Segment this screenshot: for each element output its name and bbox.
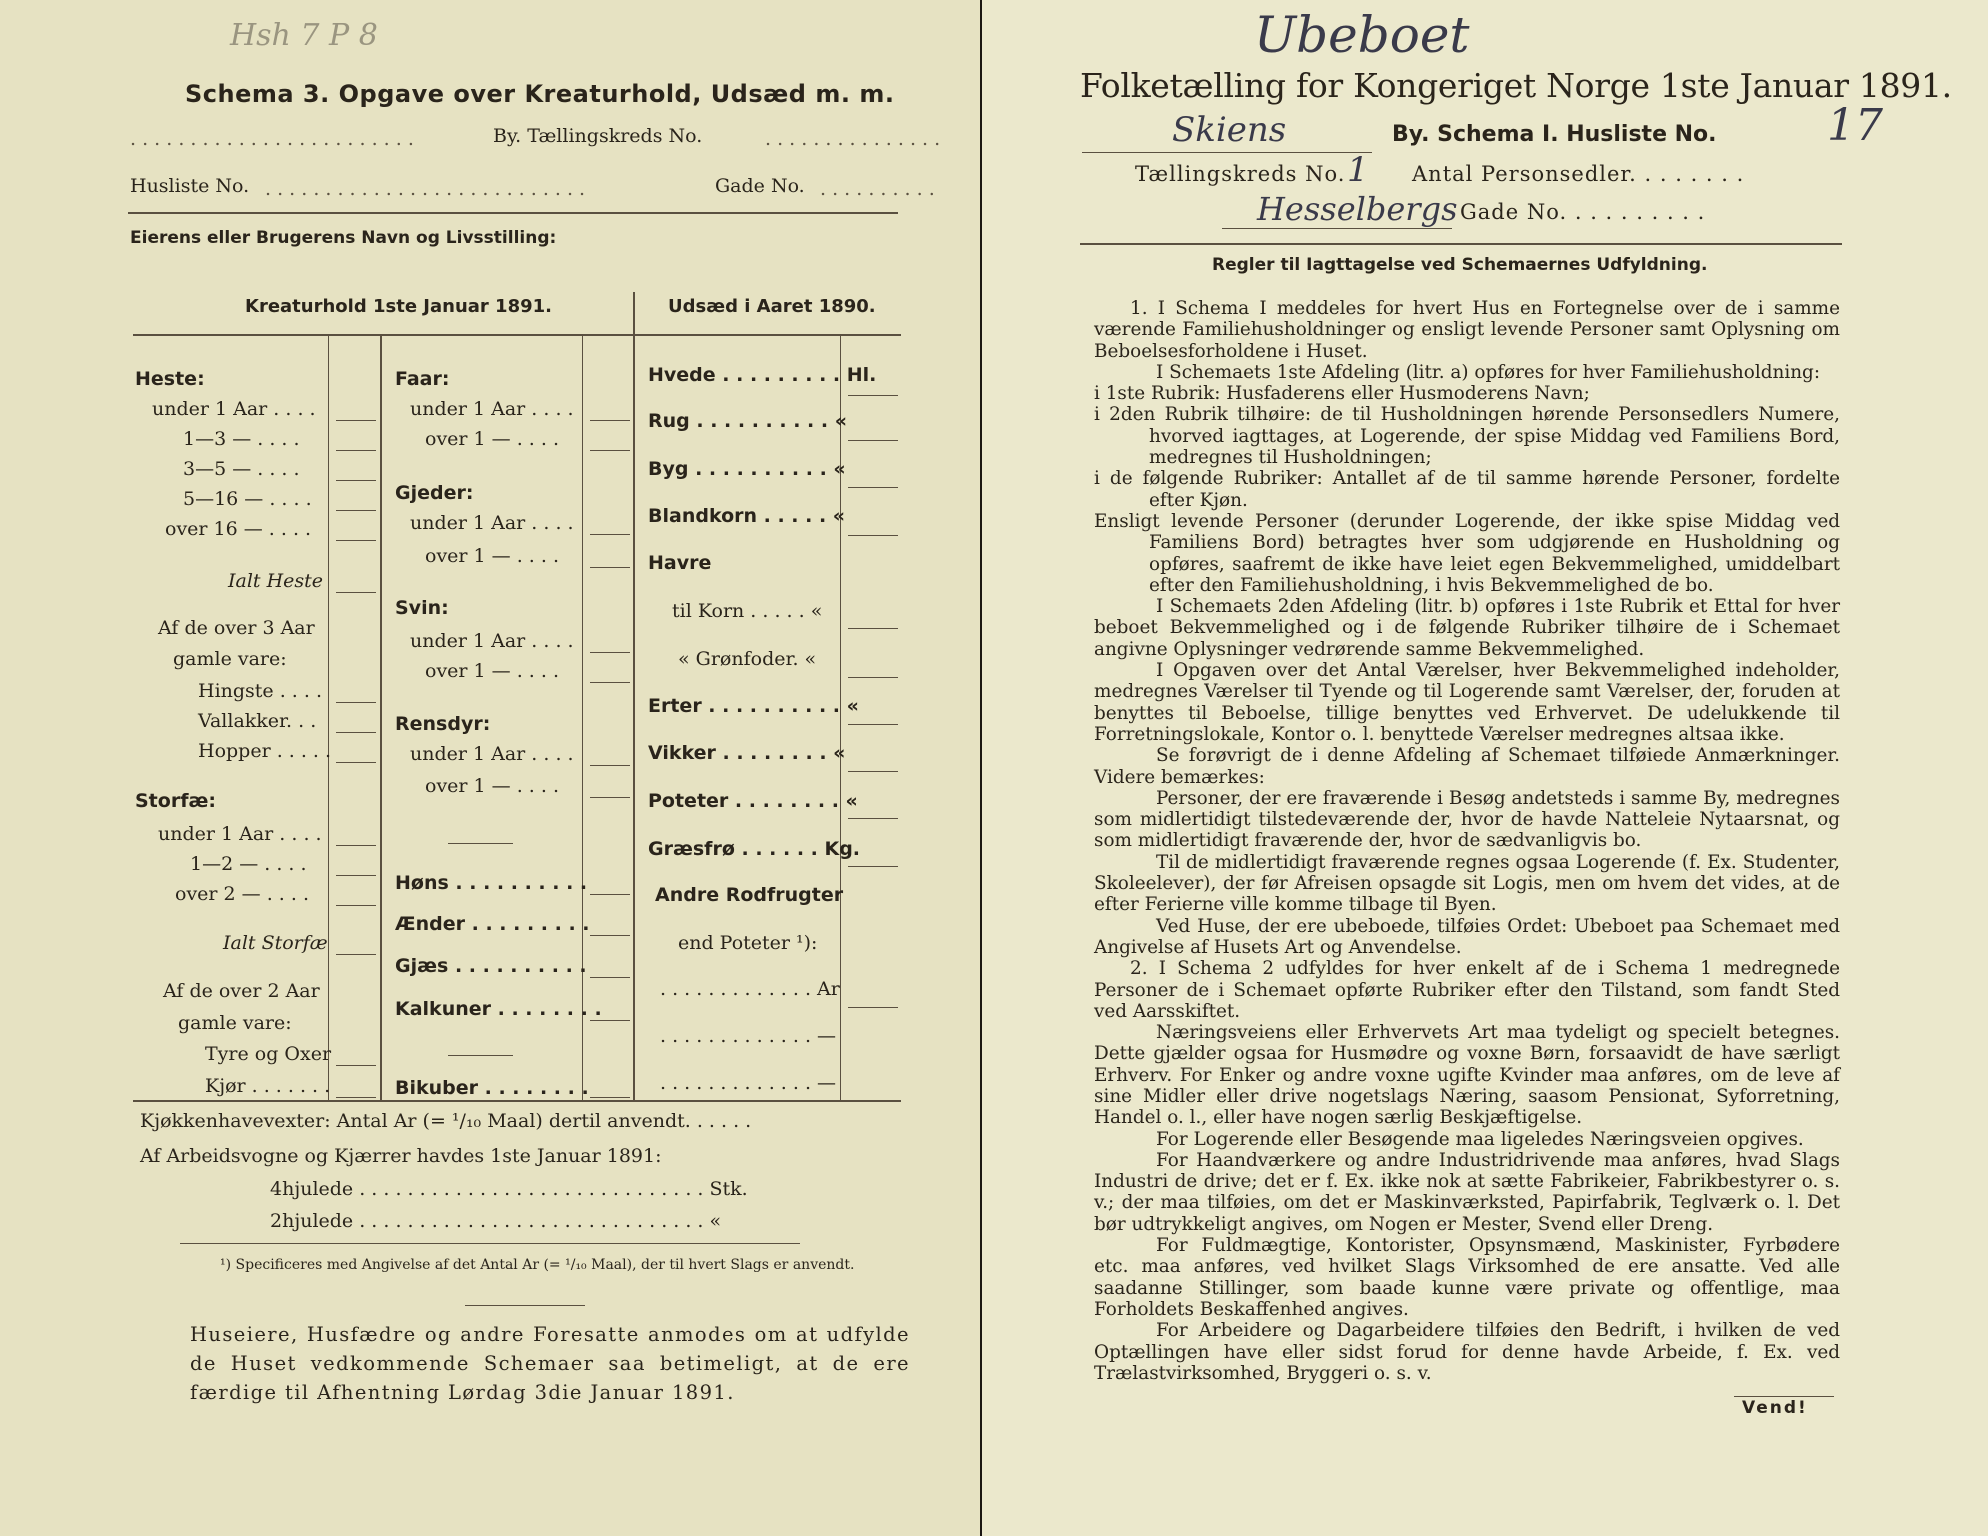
value-line [336,540,376,541]
value-line [848,440,898,441]
heste-heading: Heste: [135,368,205,390]
value-line [848,724,898,725]
value-line [336,592,376,593]
value-line [336,510,376,511]
tyre-og-oxer: Tyre og Oxer [205,1043,332,1065]
rule-1k: Ved Huse, der ere ubeboede, tilføies Ordet: Ubeboet paa Schemaet med Angivelse af Husets Art og Anvendelse. [1094,915,1840,958]
arbeidsvogne: Af Arbeidsvogne og Kjærrer havdes 1ste Januar 1891: [140,1145,662,1167]
by-schema-label: By. Schema I. Husliste No. [1392,122,1717,147]
fire-hjulede: 4hjulede . . . . . . . . . . . . . . . . . . . . . . . . . . . . . Stk. [270,1178,748,1200]
value-line [590,1020,630,1021]
hopper: Hopper . . . . . [198,740,332,762]
header-rule [128,212,898,214]
rule-1i: Personer, der ere fraværende i Besøg andetsteds i samme By, medregnes som midlertidigt tilstedeværende der, hvor de havde Natteleie Nytaarsnat, og som midlertidigt fraværende der, hvor de sædvanligvis bo. [1094,787,1840,852]
vend-rule [1734,1396,1834,1397]
blank-row-line [448,843,513,844]
kjokkenhavevexter [140,1110,751,1132]
rule-1b: i 1ste Rubrik: Husfaderens eller Husmoderens Navn; [1094,383,1590,405]
ialt-storfae: Ialt Storfæ [223,932,328,954]
rule-1g: I Opgaven over det Antal Værelser, hver Bekvemmelighed indeholder, medregnes Værelser til Tyende og til Logerende samt Værelser, der, foruden at benyttes til Beboelse, tillige benyttes ved Erhvervet. De udelukkende til Forretningslokale, Kontor o. l. benyttede Værelser medregnes altsaa ikke. [1094,660,1840,745]
rug: Rug . . . . . . . . . . « [648,410,847,432]
byg: Byg . . . . . . . . . . « [648,458,846,480]
rule-1e: Ensligt levende Personer (derunder Logerende, der ikke spise Middag ved Familiens Bord) betragtes hver som udgjørende en Husholdning og opføres, saafremt de ikke have leiet egen Bekvemmelighed, umiddelbart efter den Familiehusholdning, i hvis Bekvemmelighed de bo. [1094,510,1840,596]
graesfro: Græsfrø . . . . . . Kg. [648,838,861,860]
af-de-over-3: Af de over 3 Aar [158,617,315,639]
value-line [848,771,898,772]
value-line [590,1097,630,1098]
gamle-vare-2: gamle vare: [178,1012,292,1034]
heste-row: 1—3 — . . . . [183,428,300,450]
vend-label: Vend! [1742,1398,1808,1418]
aender: Ænder . . . . . . . . . [395,913,590,935]
value-line [336,450,376,451]
schema3-title: Schema 3. Opgave over Kreaturhold, Udsæd m. m. [185,80,895,108]
value-line [590,977,630,978]
erter: Erter . . . . . . . . . . « [648,695,859,717]
udsaed-header: Udsæd i Aaret 1890. [668,296,876,317]
poteter: Poteter . . . . . . . . « [648,790,858,812]
bikuber: Bikuber . . . . . . . . [395,1077,589,1099]
kreatur-header: Kreaturhold 1ste Januar 1891. [245,296,552,317]
col1-value-right [380,335,382,1100]
handwritten-husliste-no: 17 [1827,100,1883,151]
col3-value-left [840,335,841,1100]
gade-label-right: Gade No. . . . . . . . . . [1460,200,1706,224]
antal-personsedler: Antal Personsedler. . . . . . . . [1412,162,1745,186]
handwritten-ubeboet: Ubeboet [1254,6,1470,64]
right-page-schema-1 [982,0,1988,1536]
value-line [590,682,630,683]
kjokken-text: Kjøkkenhavevexter: Antal Ar (= ¹/₁₀ Maal) dertil anvendt. . . . . . [140,1110,752,1132]
footnote-rule [180,1243,800,1244]
gade-dots: . . . . . . . . . . [820,178,935,200]
rule-2e: For Arbeidere og Dagarbeidere tilføies den Bedrift, i hvilken de ved Optællingen have eller sidst forud for denne havde Arbeide, f. Ex. ved Trælastvirksomhed, Bryggeri o. s. v. [1094,1320,1840,1384]
rensdyr-heading: Rensdyr: [395,713,491,735]
faar-row: over 1 — . . . . [425,428,559,450]
value-line [590,450,630,451]
husliste-dots: . . . . . . . . . . . . . . . . . . . . . . . . . . . [265,178,586,200]
table-top-rule [133,334,901,336]
blank-line: . . . . . . . . . . . . . — [660,1025,837,1047]
gjeder-row: over 1 — . . . . [425,545,559,567]
andre-rodfrugter: Andre Rodfrugter [655,884,844,906]
value-line [336,1097,376,1098]
street-line [1222,228,1452,229]
end-poteter: end Poteter ¹): [678,932,818,954]
faar-row: under 1 Aar . . . . [410,398,574,420]
kreatur-udsaed-divider [633,292,635,1100]
kjor: Kjør . . . . . . . [205,1075,331,1097]
to-hjulede: 2hjulede . . . . . . . . . . . . . . . . . . . . . . . . . . . . . « [270,1210,722,1232]
storfae-row: 1—2 — . . . . [190,853,307,875]
hingste: Hingste . . . . [198,680,322,702]
blank-line: . . . . . . . . . . . . . — [660,1072,837,1094]
rules-text [1094,298,1840,1384]
rule-1h: Se forøvrigt de i denne Afdeling af Schemaet tilføiede Anmærkninger. Videre bemærkes: [1094,745,1840,788]
value-line [336,762,376,763]
tellingskreds-label: Tællingskreds No. [1135,162,1346,186]
vikker: Vikker . . . . . . . . « [648,742,846,764]
rules-top-rule [1080,243,1842,245]
havre: Havre [648,552,712,574]
gamle-vare: gamle vare: [173,648,287,670]
value-line [848,395,898,396]
value-line [336,875,376,876]
table-bottom-rule [133,1100,901,1102]
value-line [590,534,630,535]
storfae-row: under 1 Aar . . . . [158,823,322,845]
value-line [590,765,630,766]
hons: Høns . . . . . . . . . . [395,872,588,894]
rule-2d: For Fuldmægtige, Kontorister, Opsynsmænd, Maskinister, Fyrbødere etc. maa anføres, ved hvilket Slags Virksomhed de ere ansatte. Ved alle saadanne Stillinger, som baade kunne være private og offentlige, maa Forholdets Beskaffenhed angives. [1094,1235,1840,1320]
value-line [590,652,630,653]
value-line [336,702,376,703]
rule-2b: For Logerende eller Besøgende maa ligeledes Næringsveien opgives. [1156,1128,1804,1150]
gjaes: Gjæs . . . . . . . . . . [395,955,587,977]
heste-row: 5—16 — . . . . [183,488,312,510]
by-dots: . . . . . . . . . . . . . . . . . . . . . . . . [130,128,414,150]
rule-2a: Næringsveiens eller Erhvervets Art maa tydeligt og specielt betegnes. Dette gjælder ogsaa for Husmødre og voxne Børn, forsaavidt de have særligt Erhverv. For Enker og andre voxne ugifte Kvinder maa anføres, om de leve af sine Midler eller drive nogetslags Næring, saasom Pensionat, Syforretning, Handel o. l., eller have nogen særlig Beskjæftigelse. [1094,1022,1840,1129]
gjeder-row: under 1 Aar . . . . [410,512,574,534]
pencil-mark: Hsh 7 P 8 [230,18,378,53]
heste-row: under 1 Aar . . . . [152,398,316,420]
closing-note: Huseiere, Husfædre og andre Foresatte anmodes om at udfylde de Huset vedkommende Schemaer saa betimeligt, at de ere færdige til Afhentning Lørdag 3die Januar 1891. [190,1323,910,1404]
census-title: Folketælling for Kongeriget Norge 1ste Januar 1891. [1080,66,1952,105]
value-line [848,1007,898,1008]
handwritten-city: Skiens [1172,110,1287,150]
owner-label: Eierens eller Brugerens Navn og Livsstilling: [130,228,557,248]
hvede: Hvede . . . . . . . . . Hl. [648,364,877,386]
rule-1a: I Schemaets 1ste Afdeling (litr. a) opføres for hver Familiehusholdning: [1156,361,1821,383]
rule-1: 1. I Schema I meddeles for hvert Hus en Fortegnelse over de i samme værende Familiehusholdninger og ensligt levende Personer samt Oplysning om Beboelsesforholdene i Huset. [1094,298,1840,362]
value-line [848,866,898,867]
value-line [336,845,376,846]
value-line [590,797,630,798]
rensdyr-row: over 1 — . . . . [425,775,559,797]
value-line [336,480,376,481]
rule-1j: Til de midlertidigt fraværende regnes ogsaa Logerende (f. Ex. Studenter, Skoleelever), der før Afreisen opsagde sit Logis, men om hvem det vides, at de efter Ferierne ville komme tilbage til Byen. [1094,851,1840,916]
storfae-heading: Storfæ: [135,790,216,812]
rule-1c: i 2den Rubrik tilhøire: de til Husholdningen hørende Personsedlers Numere, hvorved iagttages, at Logerende, der spise Middag ved Familiens Bord, medregnes til Husholdningen; [1094,404,1840,469]
gade-label: Gade No. [715,175,805,197]
col2-value-left [582,335,583,1100]
vallakker: Vallakker. . . [198,710,317,732]
by-dots-end: . . . . . . . . . . . . . . . [765,128,941,150]
value-line [848,487,898,488]
value-line [336,954,376,955]
city-line [1082,152,1372,153]
handwritten-street: Hesselbergs [1257,190,1458,228]
value-line [590,420,630,421]
af-de-over-2: Af de over 2 Aar [163,980,320,1002]
svin-row: under 1 Aar . . . . [410,630,574,652]
left-page-schema-3 [0,0,980,1536]
value-line [336,732,376,733]
value-line [848,677,898,678]
faar-heading: Faar: [395,368,450,390]
husliste-label: Husliste No. [130,175,250,197]
heste-row: 3—5 — . . . . [183,458,300,480]
value-line [336,420,376,421]
rule-1d: i de følgende Rubriker: Antallet af de til samme hørende Personer, fordelte efter Kjøn. [1094,468,1840,511]
ialt-heste: Ialt Heste [228,570,324,592]
value-line [590,567,630,568]
blank-row-line [448,1055,513,1056]
svin-heading: Svin: [395,597,449,619]
handwritten-kreds-no: 1 [1347,150,1369,190]
storfae-row: over 2 — . . . . [175,883,309,905]
by-label: By. Tællingskreds No. [493,125,703,147]
footnote: ¹) Specificeres med Angivelse af det Antal Ar (= ¹/₁₀ Maal), der til hvert Slags er anvendt. [220,1257,855,1273]
value-line [336,905,376,906]
value-line [848,818,898,819]
value-line [848,628,898,629]
blandkorn: Blandkorn . . . . . « [648,505,846,527]
ar-line: . . . . . . . . . . . . . Ar [660,978,840,1000]
value-line [590,935,630,936]
svin-row: over 1 — . . . . [425,660,559,682]
rensdyr-row: under 1 Aar . . . . [410,743,574,765]
gronfoder: « Grønfoder. « [678,648,817,670]
col1-value-left [328,335,329,1100]
closing-rule [465,1305,585,1306]
value-line [590,894,630,895]
rule-1f: I Schemaets 2den Afdeling (litr. b) opføres i 1ste Rubrik et Ettal for hver beboet Bekvemmelighed og i de følgende Rubriker tilhøire de i Schemaet angivne Oplysninger vedrørende samme Bekvemmelighed. [1094,596,1840,660]
rule-2c: For Haandværkere og andre Industridrivende maa anføres, hvad Slags Industri de drive; det er f. Ex. ikke nok at sætte Fabrikeier, Fabrikbestyrer o. s. v.; der maa tilføies, om det er Maskinværksted, Papirfabrik, Teglværk o. l. Det bør udtrykkeligt angives, om Nogen er Mester, Svend eller Dreng. [1094,1149,1840,1235]
heste-row: over 16 — . . . . [165,518,312,540]
value-line [336,1065,376,1066]
rules-title: Regler til Iagttagelse ved Schemaernes Udfyldning. [1212,255,1708,275]
value-line [848,535,898,536]
gjeder-heading: Gjeder: [395,482,474,504]
til-korn: til Korn . . . . . « [672,600,823,622]
kalkuner: Kalkuner . . . . . . . . [395,998,602,1020]
rule-2: 2. I Schema 2 udfyldes for hver enkelt af de i Schema 1 medregnede Personer de i Schemaet opførte Rubriker efter den Tilstand, som fandt Sted ved Aarsskiftet. [1094,958,1840,1022]
